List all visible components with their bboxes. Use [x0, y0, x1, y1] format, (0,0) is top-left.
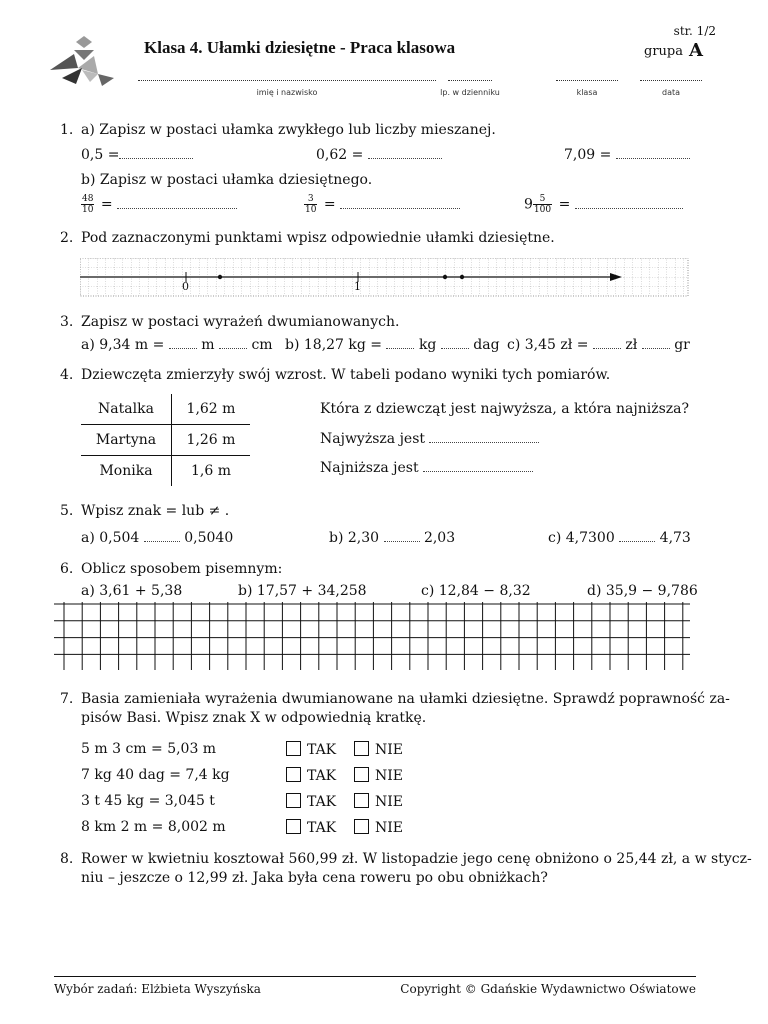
answer-field[interactable]	[117, 196, 237, 209]
q7-row-4-tak[interactable]: TAK	[286, 819, 336, 836]
q5c: c) 4,7300 4,73	[548, 530, 691, 546]
axis-label-0: 0	[182, 280, 189, 293]
answer-field[interactable]	[340, 196, 460, 209]
answer-field[interactable]	[619, 529, 655, 542]
q7-row-3: 3 t 45 kg = 3,045 t	[81, 793, 215, 809]
axis-label-1: 1	[354, 280, 361, 293]
q6-instruction: Oblicz sposobem pisemnym:	[81, 561, 283, 577]
footer-divider	[54, 976, 696, 977]
q7-row-4: 8 km 2 m = 8,002 m	[81, 819, 226, 835]
q7-row-3-tak[interactable]: TAK	[286, 793, 336, 810]
register-number-hint: lp. w dzienniku	[440, 88, 500, 97]
q8-number: 8.	[60, 851, 74, 867]
q5-instruction: Wpisz znak = lub ≠ .	[81, 503, 230, 519]
marked-point	[443, 275, 447, 279]
q4-highest: Najwyższa jest	[320, 430, 539, 447]
answer-field[interactable]	[441, 336, 469, 349]
q7-row-2: 7 kg 40 dag = 7,4 kg	[81, 767, 230, 783]
group-label: grupa	[644, 44, 683, 59]
answer-field[interactable]	[368, 146, 442, 159]
table-row: Martyna 1,26 m	[81, 425, 250, 456]
checkbox[interactable]	[354, 741, 369, 756]
fraction: $\frac{3}{10}$	[305, 194, 317, 215]
checkbox[interactable]	[286, 741, 301, 756]
name-field[interactable]	[138, 80, 436, 81]
name-field-hint: imię i nazwisko	[256, 88, 318, 97]
q3-number: 3.	[60, 314, 74, 330]
q7-row-2-nie[interactable]: NIE	[354, 767, 403, 784]
q4-question: Która z dziewcząt jest najwyższa, a która najniższa?	[320, 401, 690, 417]
date-hint: data	[661, 88, 681, 97]
answer-field[interactable]	[219, 336, 247, 349]
q1a-item-2: 0,62 =	[316, 146, 442, 163]
answer-field[interactable]	[384, 529, 420, 542]
table-row: Natalka 1,62 m	[81, 394, 250, 425]
q6c: c) 12,84 − 8,32	[421, 583, 531, 599]
register-number-field[interactable]	[448, 80, 492, 81]
q5-number: 5.	[60, 503, 74, 519]
class-field[interactable]	[556, 80, 618, 81]
footer-copyright: Copyright © Gdańskie Wydawnictwo Oświatowe	[400, 982, 696, 996]
answer-field[interactable]	[575, 196, 683, 209]
fraction: $\frac{48}{10}$	[82, 194, 94, 215]
q7-row-1-nie[interactable]: NIE	[354, 741, 403, 758]
marked-point	[460, 275, 464, 279]
q7-row-4-nie[interactable]: NIE	[354, 819, 403, 836]
q4-number: 4.	[60, 367, 74, 383]
answer-field[interactable]	[119, 146, 193, 159]
q3b: b) 18,27 kg = kg dag	[285, 337, 500, 353]
answer-field[interactable]	[642, 336, 670, 349]
answer-field[interactable]	[386, 336, 414, 349]
answer-field[interactable]	[423, 459, 533, 472]
answer-field[interactable]	[169, 336, 197, 349]
q1a-item-3: 7,09 =	[564, 146, 690, 163]
checkbox[interactable]	[354, 793, 369, 808]
q1-number: 1.	[60, 122, 74, 138]
page-number: str. 1/2	[673, 24, 716, 38]
q8-text-line1: Rower w kwietniu kosztował 560,99 zł. W listopadzie jego cenę obniżono o 25,44 zł, a w stycz-	[81, 851, 752, 867]
q5a: a) 0,504 0,5040	[81, 530, 234, 546]
page-title: Klasa 4. Ułamki dziesiętne - Praca klasowa	[144, 38, 456, 57]
q1b-item-3: 9 $\frac{5}{100}$ =	[524, 194, 683, 215]
q3a: a) 9,34 m = m cm	[81, 337, 273, 353]
answer-field[interactable]	[593, 336, 621, 349]
q2-instruction: Pod zaznaczonymi punktami wpisz odpowiednie ułamki dziesiętne.	[81, 230, 555, 246]
q4-lowest: Najniższa jest	[320, 459, 533, 476]
q1b-item-2: $\frac{3}{10}$ =	[304, 194, 460, 215]
q7-number: 7.	[60, 691, 74, 707]
q1b-item-1: $\frac{48}{10}$ =	[81, 194, 237, 215]
q7-instruction-line2: pisów Basi. Wpisz znak X w odpowiednią kratkę.	[81, 710, 427, 726]
q1b-instruction: b) Zapisz w postaci ułamka dziesiętnego.	[81, 172, 373, 188]
calculation-grid[interactable]	[54, 602, 694, 672]
q8-text-line2: niu – jeszcze o 12,99 zł. Jaka była cena roweru po obu obniżkach?	[81, 870, 548, 886]
q1a-instruction: a) Zapisz w postaci ułamka zwykłego lub liczby mieszanej.	[81, 122, 496, 138]
checkbox[interactable]	[286, 767, 301, 782]
q7-row-1: 5 m 3 cm = 5,03 m	[81, 741, 217, 757]
q2-number: 2.	[60, 230, 74, 246]
answer-field[interactable]	[429, 430, 539, 443]
q7-row-1-tak[interactable]: TAK	[286, 741, 336, 758]
q6b: b) 17,57 + 34,258	[238, 583, 367, 599]
q5b: b) 2,30 2,03	[329, 530, 456, 546]
checkbox[interactable]	[354, 767, 369, 782]
q7-instruction-line1: Basia zamieniała wyrażenia dwumianowane na ułamki dziesiętne. Sprawdź poprawność za-	[81, 691, 730, 707]
answer-field[interactable]	[144, 529, 180, 542]
number-line-grid[interactable]	[80, 258, 690, 298]
checkbox[interactable]	[286, 793, 301, 808]
marked-point	[218, 275, 222, 279]
footer-author: Wybór zadań: Elżbieta Wyszyńska	[54, 982, 261, 996]
answer-field[interactable]	[616, 146, 690, 159]
q7-row-2-tak[interactable]: TAK	[286, 767, 336, 784]
fraction: $\frac{5}{100}$	[533, 194, 552, 215]
q7-row-3-nie[interactable]: NIE	[354, 793, 403, 810]
publisher-logo	[48, 34, 118, 88]
checkbox[interactable]	[286, 819, 301, 834]
height-table	[81, 394, 250, 486]
date-field[interactable]	[640, 80, 702, 81]
q6-number: 6.	[60, 561, 74, 577]
group-letter: A	[689, 40, 703, 61]
table-row: Monika 1,6 m	[81, 456, 250, 487]
checkbox[interactable]	[354, 819, 369, 834]
q4-instruction: Dziewczęta zmierzyły swój wzrost. W tabeli podano wyniki tych pomiarów.	[81, 367, 611, 383]
q6a: a) 3,61 + 5,38	[81, 583, 183, 599]
q1a-item-1: 0,5 =	[81, 146, 193, 163]
q6d: d) 35,9 − 9,786	[587, 583, 698, 599]
q3-instruction: Zapisz w postaci wyrażeń dwumianowanych.	[81, 314, 400, 330]
class-hint: klasa	[576, 88, 598, 97]
q3c: c) 3,45 zł = zł gr	[507, 337, 690, 353]
